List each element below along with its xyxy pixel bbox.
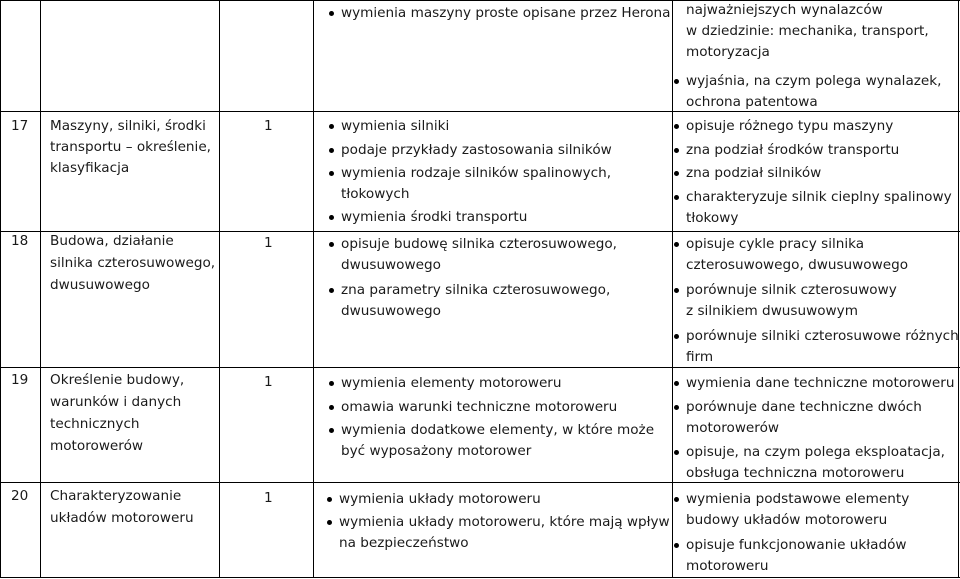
column-divider <box>0 0 1 578</box>
bullet-icon <box>329 381 334 386</box>
lesson-topic-line: Określenie budowy, <box>50 372 185 388</box>
bullet-icon <box>674 543 679 548</box>
bullet-icon <box>674 148 679 153</box>
bullet-icon <box>329 124 334 129</box>
bullet-icon <box>674 288 679 293</box>
lesson-hours: 1 <box>264 374 273 390</box>
bullet-icon <box>329 148 334 153</box>
extended-requirement: charakteryzuje silnik cieplny spalinowy tłokowy <box>686 189 952 226</box>
bullet-icon <box>674 195 679 200</box>
bullet-icon <box>674 242 679 247</box>
lesson-number: 19 <box>11 372 29 388</box>
extended-requirement: porównuje dane techniczne dwóch motorowerów <box>686 399 922 436</box>
bullet-icon <box>674 497 679 502</box>
lesson-hours: 1 <box>264 118 273 134</box>
bullet-icon <box>329 171 334 176</box>
bullet-icon <box>329 288 334 293</box>
column-divider <box>958 0 959 578</box>
basic-requirement: wymienia dodatkowe elementy, w które może być wyposażony motorower <box>341 422 655 459</box>
lesson-topic-line: Charakteryzowanie <box>50 488 182 504</box>
lesson-topic-line: transportu – określenie, <box>50 139 212 155</box>
lesson-topic-line: dwusuwowego <box>50 277 150 293</box>
lesson-number: 20 <box>11 488 29 504</box>
bullet-icon <box>674 124 679 129</box>
lesson-number: 18 <box>11 233 29 249</box>
lesson-topic-line: Maszyny, silniki, środki <box>50 118 206 134</box>
lesson-topic-line: Budowa, działanie <box>50 233 174 249</box>
extended-requirement: zna podział silników <box>686 165 822 181</box>
bullet-icon <box>674 171 679 176</box>
column-divider <box>313 0 314 578</box>
basic-requirement: wymienia maszyny proste opisane przez Herona <box>341 5 671 21</box>
bullet-icon <box>674 79 679 84</box>
lesson-topic-line: motorowerów <box>50 438 144 454</box>
extended-requirement: porównuje silniki czterosuwowe różnych firm <box>686 328 959 365</box>
bullet-icon <box>674 450 679 455</box>
extended-requirement: opisuje funkcjonowanie układów motoroweru <box>686 537 907 574</box>
column-divider <box>672 0 673 578</box>
lesson-number: 17 <box>11 118 29 134</box>
bullet-icon <box>329 11 334 16</box>
basic-requirement: wymienia układy motoroweru <box>339 491 541 507</box>
basic-requirement: wymienia środki transportu <box>341 209 528 225</box>
bullet-icon <box>674 381 679 386</box>
table-border-bottom <box>0 577 960 578</box>
basic-requirement: wymienia rodzaje silników spalinowych, tłokowych <box>341 165 612 202</box>
extended-requirement: wyjaśnia, na czym polega wynalazek, ochrona patentowa <box>686 73 942 110</box>
lesson-hours: 1 <box>264 235 273 251</box>
extended-requirement: opisuje, na czym polega eksploatacja, obsługa techniczna motoroweru <box>686 444 945 481</box>
extended-requirement: porównuje silnik czterosuwowy z silnikiem dwusuwowym <box>686 282 897 319</box>
basic-requirement: wymienia silniki <box>341 118 450 134</box>
basic-requirement: opisuje budowę silnika czterosuwowego, dwusuwowego <box>341 236 617 273</box>
lesson-topic-line: warunków i danych <box>50 394 182 410</box>
basic-requirement: podaje przykłady zastosowania silników <box>341 142 612 158</box>
basic-requirement: omawia warunki techniczne motoroweru <box>341 399 618 415</box>
lesson-hours: 1 <box>264 490 273 506</box>
basic-requirement: wymienia układy motoroweru, które mają wpływ na bezpieczeństwo <box>339 514 670 551</box>
lesson-topic-line: układów motoroweru <box>50 510 194 526</box>
extended-requirement: najważniejszych wynalazców w dziedzinie: mechanika, transport, motoryzacja <box>686 2 929 60</box>
lesson-topic-line: klasyfikacja <box>50 160 130 176</box>
column-divider <box>219 0 220 578</box>
bullet-icon <box>674 405 679 410</box>
bullet-icon <box>329 215 334 220</box>
bullet-icon <box>327 497 332 502</box>
extended-requirement: wymienia podstawowe elementy budowy układów motoroweru <box>686 491 910 528</box>
bullet-icon <box>329 428 334 433</box>
lesson-topic-line: silnika czterosuwowego, <box>50 255 216 271</box>
bullet-icon <box>674 334 679 339</box>
extended-requirement: wymienia dane techniczne motoroweru <box>686 375 955 391</box>
basic-requirement: zna parametry silnika czterosuwowego, dwusuwowego <box>341 282 611 319</box>
extended-requirement: opisuje cykle pracy silnika czterosuwowego, dwusuwowego <box>686 236 909 273</box>
lesson-topic-line: technicznych <box>50 416 140 432</box>
bullet-icon <box>329 242 334 247</box>
bullet-icon <box>329 405 334 410</box>
basic-requirement: wymienia elementy motoroweru <box>341 375 562 391</box>
bullet-icon <box>327 520 332 525</box>
extended-requirement: zna podział środków transportu <box>686 142 900 158</box>
column-divider <box>40 0 41 578</box>
extended-requirement: opisuje różnego typu maszyny <box>686 118 894 134</box>
